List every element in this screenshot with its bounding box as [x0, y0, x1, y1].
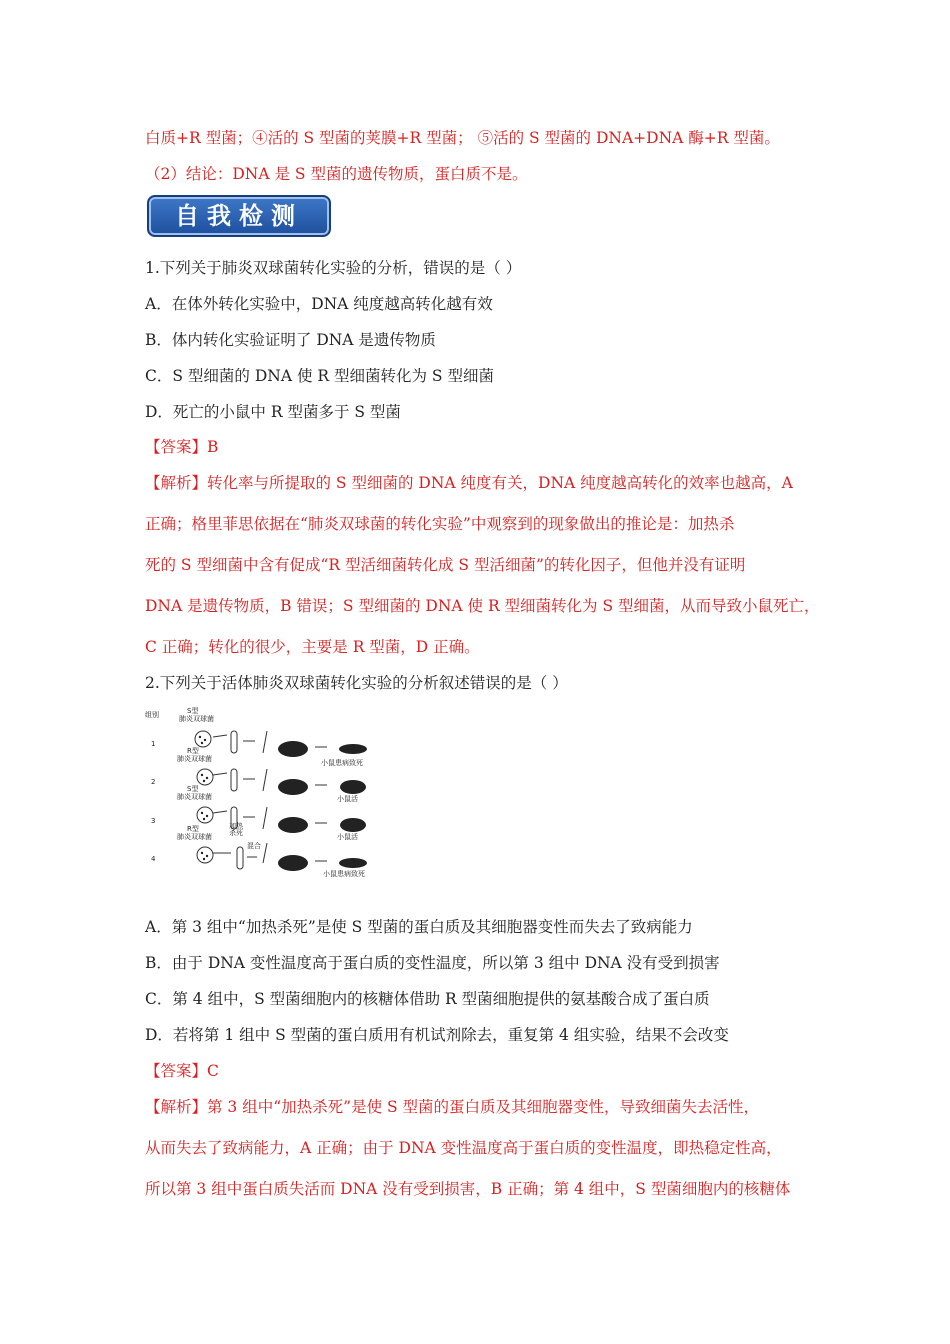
fig-label: 混合	[247, 842, 261, 850]
fig-label: 肺炎双球菌	[177, 833, 212, 841]
q1-analysis-line: C 正确；转化的很少，主要是 R 型菌，D 正确。	[145, 638, 480, 656]
q1-analysis-line: DNA 是遗传物质，B 错误；S 型细菌的 DNA 使 R 型细菌转化为 S 型细菌，从而导致小鼠死亡，	[145, 597, 820, 615]
syringe-icon	[263, 843, 267, 863]
q2-analysis-line: 从而失去了致病能力，A 正确；由于 DNA 变性温度高于蛋白质的变性温度，即热稳定性高，	[145, 1139, 782, 1157]
culture-dish-icon	[197, 769, 213, 785]
q2-stem: 2.下列关于活体肺炎双球菌转化实验的分析叙述错误的是（ ）	[145, 674, 568, 692]
fig-outcome: 小鼠患病致死	[321, 759, 363, 767]
q2-option-c: C．第 4 组中，S 型菌细胞内的核糖体借助 R 型菌细胞提供的氨基酸合成了蛋白质	[145, 990, 710, 1008]
dead-mouse-icon	[339, 858, 367, 868]
mouse-icon	[278, 741, 308, 757]
culture-dish-icon	[195, 731, 211, 747]
fig-group-number: 3	[151, 817, 156, 825]
q2-answer: 【答案】C	[145, 1062, 219, 1080]
fig-label: R型	[187, 825, 199, 833]
continued-text-line: 白质+R 型菌；④活的 S 型菌的荚膜+R 型菌； ⑤活的 S 型菌的 DNA+DNA 酶+R 型菌。	[145, 129, 780, 147]
fig-outcome: 小鼠活	[337, 795, 358, 803]
fig-group-number: 1	[151, 740, 156, 748]
q1-stem: 1.下列关于肺炎双球菌转化实验的分析，错误的是（ ）	[145, 259, 522, 277]
mouse-icon	[278, 817, 308, 833]
fig-outcome: 小鼠活	[337, 833, 358, 841]
q2-option-d: D．若将第 1 组中 S 型菌的蛋白质用有机试剂除去，重复第 4 组实验，结果不会改变	[145, 1026, 729, 1044]
fig-label: 杀死	[229, 829, 243, 837]
fig-header: 组别	[145, 711, 159, 719]
dead-mouse-icon	[339, 744, 367, 754]
q1-answer: 【答案】B	[145, 438, 219, 456]
q2-analysis-line: 所以第 3 组中蛋白质失活而 DNA 没有受到损害，B 正确；第 4 组中，S 型菌细胞内的核糖体	[145, 1180, 791, 1198]
fig-label: S型	[187, 785, 199, 793]
q2-option-a: A．第 3 组中“加热杀死”是使 S 型菌的蛋白质及其细胞器变性而失去了致病能力	[145, 918, 693, 936]
test-tube-icon	[237, 847, 243, 869]
mouse-icon	[278, 779, 308, 795]
q1-analysis-line: 死的 S 型细菌中含有促成“R 型活细菌转化成 S 型活细菌”的转化因子，但他并没有证明	[145, 556, 746, 574]
mouse-icon	[278, 855, 308, 871]
test-tube-icon	[231, 731, 237, 753]
q1-option-c: C．S 型细菌的 DNA 使 R 型细菌转化为 S 型细菌	[145, 367, 494, 385]
q2-option-b: B．由于 DNA 变性温度高于蛋白质的变性温度，所以第 3 组中 DNA 没有受到损害	[145, 954, 720, 972]
q1-option-b: B．体内转化实验证明了 DNA 是遗传物质	[145, 331, 436, 349]
fig-label: 肺炎双球菌	[177, 793, 212, 801]
fig-label: R型	[187, 747, 199, 755]
q2-analysis-line: 【解析】第 3 组中“加热杀死”是使 S 型菌的蛋白质及其细胞器变性，导致细菌失去活性，	[145, 1098, 760, 1116]
fig-group-number: 4	[151, 855, 156, 863]
fig-label: 肺炎双球菌	[179, 715, 214, 723]
q1-option-d: D．死亡的小鼠中 R 型菌多于 S 型菌	[145, 403, 401, 421]
fig-label: 肺炎双球菌	[177, 755, 212, 763]
syringe-icon	[263, 807, 267, 829]
test-tube-icon	[231, 769, 237, 791]
culture-dish-icon	[197, 807, 213, 823]
section-badge-self-check: 自我检测	[147, 195, 331, 237]
fig-label: S型	[187, 707, 199, 715]
culture-dish-icon	[197, 847, 213, 863]
conclusion-line: （2）结论：DNA 是 S 型菌的遗传物质，蛋白质不是。	[145, 165, 528, 183]
live-mouse-icon	[340, 818, 366, 832]
fig-outcome: 小鼠患病致死	[323, 870, 365, 878]
fig-group-number: 2	[151, 778, 156, 786]
griffith-experiment-figure	[143, 703, 383, 883]
syringe-icon	[263, 731, 267, 753]
live-mouse-icon	[340, 780, 366, 794]
syringe-icon	[263, 769, 267, 791]
q1-analysis-line: 【解析】转化率与所提取的 S 型细菌的 DNA 纯度有关，DNA 纯度越高转化的效率也越高，A	[145, 474, 793, 492]
fig-label: 加热	[229, 822, 243, 830]
q1-option-a: A．在体外转化实验中，DNA 纯度越高转化越有效	[145, 295, 493, 313]
q1-analysis-line: 正确；格里菲思依据在“肺炎双球菌的转化实验”中观察到的现象做出的推论是：加热杀	[145, 515, 735, 533]
arrow-icon	[213, 735, 327, 861]
